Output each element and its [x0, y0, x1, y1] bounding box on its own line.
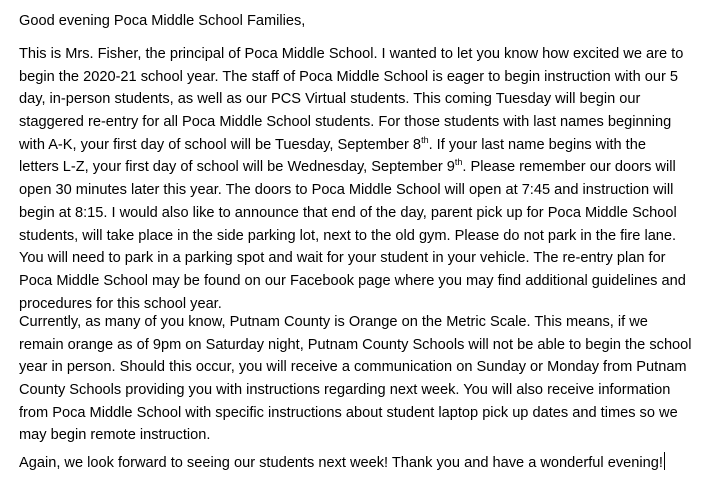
paragraph-line: staggered re-entry for all Poca Middle School students. For those students with last names beginning: [19, 114, 672, 131]
paragraph-2: [19, 311, 692, 447]
paragraph-line: year in person. Should this occur, you will receive a communication on Sunday or Monday from Putnam: [19, 359, 687, 376]
greeting: [19, 10, 305, 33]
text-cursor: [664, 452, 665, 470]
paragraph-line: Poca Middle School may be found on our Facebook page where you may find additional guidelines and: [19, 272, 686, 289]
ordinal-suffix: th: [454, 157, 463, 168]
first-day-text-l-z: letters L-Z, your first day of school will be Wednesday, September 9: [19, 159, 455, 176]
paragraph-line: may begin remote instruction.: [19, 427, 211, 444]
paragraph-line: You will need to park in a parking spot and wait for your student in your vehicle. The re-entry plan for: [19, 250, 666, 267]
paragraph-line: students, will take place in the side parking lot, next to the old gym. Please do not park in the fire lane.: [19, 227, 677, 244]
paragraph-line: begin the 2020-21 school year. The staff of Poca Middle School is eager to begin instruction with our 5: [19, 68, 679, 85]
paragraph-line: [19, 156, 686, 179]
line-tail: . If your last name begins with the: [428, 136, 646, 153]
paragraph-line: [19, 134, 686, 157]
paragraph-line: begin at 8:15. I would also like to announce that end of the day, parent pick up for Poca Middle School: [19, 204, 677, 221]
paragraph-line: procedures for this school year.: [19, 295, 222, 312]
paragraph-line: County Schools providing you with instructions regarding next week. You will also receive information: [19, 382, 671, 399]
paragraph-line: from Poca Middle School with specific instructions about student laptop pick up dates and times so we: [19, 404, 678, 421]
paragraph-3: [19, 452, 665, 475]
paragraph-line: [19, 452, 665, 475]
paragraph-line: day, in-person students, as well as our PCS Virtual students. This coming Tuesday will begin our: [19, 91, 641, 108]
paragraph-1: [19, 43, 686, 315]
line-tail: . Please remember our doors will: [462, 159, 676, 176]
paragraph-line: open 30 minutes later this year. The doors to Poca Middle School will open at 7:45 and instruction will: [19, 182, 674, 199]
closing-text: Again, we look forward to seeing our students next week! Thank you and have a wonderful evening!: [19, 455, 663, 471]
paragraph-line: Currently, as many of you know, Putnam County is Orange on the Metric Scale. This means, if we: [19, 314, 648, 330]
greeting-line: Good evening Poca Middle School Families,: [19, 13, 306, 29]
first-day-text-a-k: with A-K, your first day of school will be Tuesday, September 8: [19, 136, 422, 153]
paragraph-line: remain orange as of 9pm on Saturday night, Putnam County Schools will not be able to begin the school: [19, 336, 692, 353]
ordinal-suffix: th: [421, 134, 429, 145]
paragraph-line: This is Mrs. Fisher, the principal of Poca Middle School. I wanted to let you know how excited we are to: [19, 46, 684, 62]
